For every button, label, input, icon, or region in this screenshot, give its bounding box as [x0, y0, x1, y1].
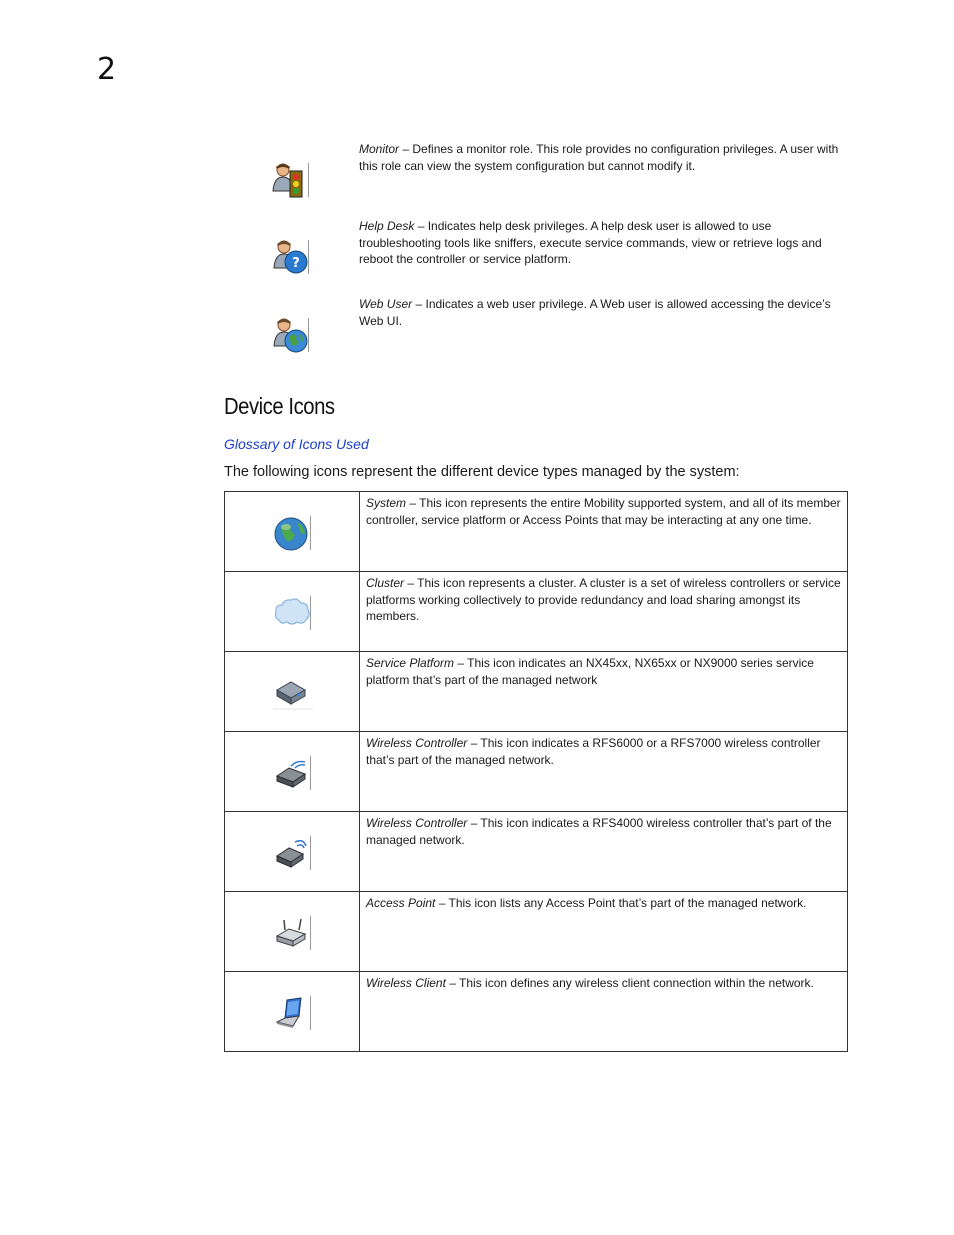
role-description: Web User – Indicates a web user privilege. A Web user is allowed accessing the device’s Web UI. [359, 297, 831, 328]
glossary-link[interactable]: Glossary of Icons Used [224, 436, 369, 452]
wireless-controller-icon [273, 754, 313, 792]
description-cell: Service Platform – This icon indicates an NX45xx, NX65xx or NX9000 series service platform that’s part of the managed network [360, 652, 848, 732]
access-point-icon [273, 914, 313, 952]
icon-cell [225, 732, 360, 812]
description-cell: Wireless Controller – This icon indicates a RFS4000 wireless controller that’s part of the managed network. [360, 812, 848, 892]
device-icons-table [224, 491, 848, 1052]
svg-text:?: ? [292, 256, 300, 271]
icon-cell [225, 972, 360, 1052]
service-platform-icon [273, 674, 313, 712]
icon-cell [225, 812, 360, 892]
section-title: Device Icons [224, 393, 335, 419]
help-desk-user-icon [272, 238, 316, 278]
role-description: Monitor – Defines a monitor role. This role provides no configuration privileges. A user with this role can view the system configuration but cannot modify it. [359, 142, 839, 173]
web-user-icon [272, 316, 316, 356]
table-row [225, 732, 848, 812]
table-row [225, 972, 848, 1052]
description-cell: Cluster – This icon represents a cluster. A cluster is a set of wireless controllers or service platforms working collectively to provide redundancy and load sharing amongst its members. [360, 572, 848, 652]
description-cell: Wireless Controller – This icon indicates a RFS6000 or a RFS7000 wireless controller that’s part of the managed network. [360, 732, 848, 812]
description-cell: Wireless Client – This icon defines any wireless client connection within the network. [360, 972, 848, 1052]
table-row [225, 492, 848, 572]
wireless-controller-small-icon [273, 834, 313, 872]
table-row [225, 812, 848, 892]
role-description: Help Desk – Indicates help desk privileges. A help desk user is allowed to use troubleshooting tools like sniffers, execute service commands, view or retrieve logs and reboot the controller or service platform. [359, 219, 822, 266]
laptop-icon [273, 994, 313, 1032]
chapter-number: 2 [97, 52, 117, 87]
globe-icon [273, 514, 313, 552]
icon-cell [225, 572, 360, 652]
icon-cell [225, 892, 360, 972]
description-cell: System – This icon represents the entire Mobility supported system, and all of its member controller, service platform or Access Points that may be interacting at any one time. [360, 492, 848, 572]
table-row [225, 892, 848, 972]
icon-cell [225, 492, 360, 572]
section-intro: The following icons represent the different device types managed by the system: [224, 464, 740, 480]
monitor-user-icon [272, 161, 316, 201]
description-cell: Access Point – This icon lists any Access Point that’s part of the managed network. [360, 892, 848, 972]
cloud-icon [273, 594, 313, 632]
icon-cell [225, 652, 360, 732]
table-row [225, 652, 848, 732]
table-row [225, 572, 848, 652]
